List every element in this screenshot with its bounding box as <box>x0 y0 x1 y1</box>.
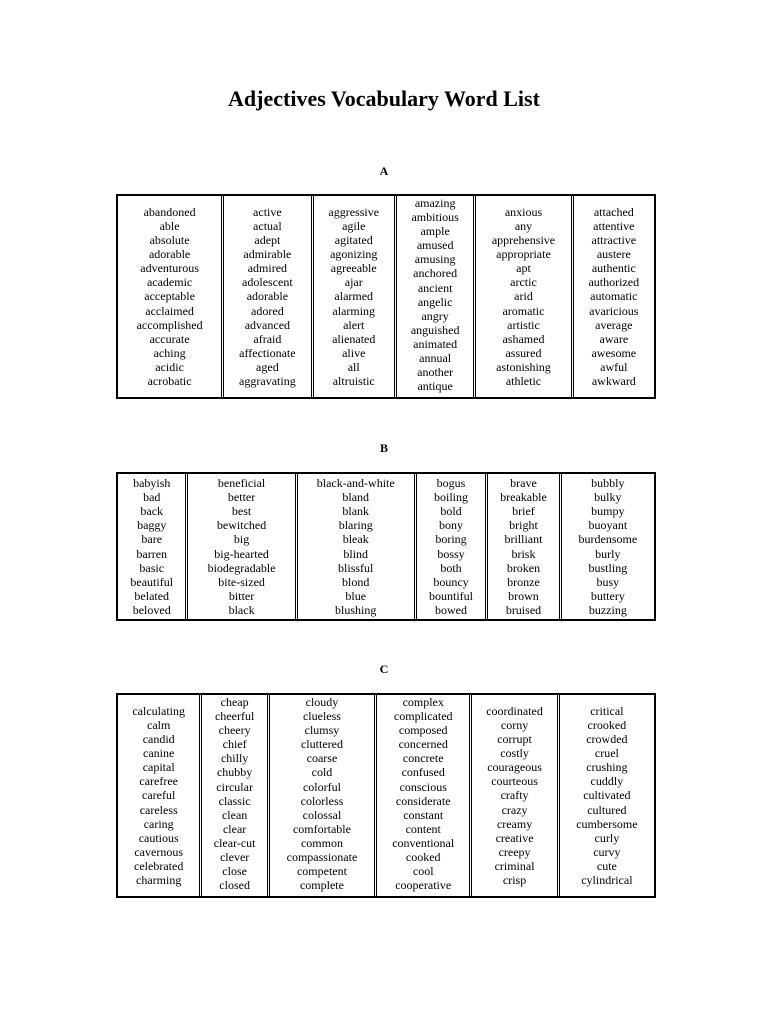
word-item: cool <box>412 864 434 879</box>
word-item: adventurous <box>140 261 199 276</box>
word-item: anchored <box>413 266 458 281</box>
word-item: agonizing <box>330 247 378 262</box>
word-item: caring <box>143 816 174 831</box>
word-item: alert <box>343 317 365 332</box>
word-table-c <box>116 693 656 898</box>
word-item: adorable <box>246 289 289 304</box>
word-item: absolute <box>149 233 190 248</box>
word-item: assured <box>505 345 542 360</box>
word-item: aromatic <box>502 303 545 318</box>
column-b-1 <box>118 474 185 619</box>
word-item: aware <box>599 331 629 346</box>
word-item: buzzing <box>588 602 627 617</box>
column-c-3 <box>267 695 374 896</box>
word-item: biodegradable <box>207 560 276 575</box>
column-b-2 <box>185 474 294 619</box>
word-item: brave <box>510 476 537 491</box>
column-b-4 <box>414 474 485 619</box>
word-item: cluttered <box>300 737 343 752</box>
word-item: complicated <box>393 709 453 724</box>
word-item: calculating <box>132 703 185 718</box>
word-item: cooperative <box>395 878 452 893</box>
word-item: aggressive <box>328 204 380 219</box>
word-item: awkward <box>591 374 636 389</box>
word-item: bleak <box>342 532 369 547</box>
word-item: aggravating <box>239 374 296 389</box>
word-item: clumsy <box>304 723 340 738</box>
word-item: adorable <box>148 247 191 262</box>
word-item: careless <box>139 802 178 817</box>
word-item: big-hearted <box>214 546 269 561</box>
word-item: beneficial <box>217 476 266 491</box>
column-a-4 <box>394 196 473 397</box>
word-item: classic <box>218 793 251 808</box>
word-item: apt <box>516 261 531 276</box>
word-item: ample <box>420 224 450 239</box>
word-item: bruised <box>505 602 542 617</box>
word-item: astonishing <box>496 359 551 374</box>
word-item: blond <box>342 574 370 589</box>
word-item: content <box>405 821 441 836</box>
word-item: constant <box>403 807 444 822</box>
word-item: back <box>140 504 164 519</box>
word-item: bewitched <box>216 518 267 533</box>
word-item: costly <box>500 746 529 761</box>
word-item: clear-cut <box>213 835 256 850</box>
word-item: bare <box>141 532 163 547</box>
word-item: brisk <box>511 546 536 561</box>
word-item: celebrated <box>134 858 184 873</box>
word-item: corny <box>500 717 529 732</box>
word-item: blue <box>345 588 367 603</box>
word-item: acidic <box>155 359 184 374</box>
word-item: attractive <box>591 233 637 248</box>
word-table-b <box>116 472 656 621</box>
word-item: complex <box>402 695 444 709</box>
word-item: antique <box>417 379 453 394</box>
word-item: composed <box>398 723 448 738</box>
word-item: adept <box>254 233 281 248</box>
word-item: candid <box>142 732 175 747</box>
word-item: arctic <box>510 275 537 290</box>
word-item: bad <box>143 490 161 505</box>
word-item: avaricious <box>589 303 639 318</box>
word-item: cultured <box>587 802 627 817</box>
word-item: advanced <box>244 317 291 332</box>
word-item: barren <box>136 546 168 561</box>
word-item: compassionate <box>286 850 358 865</box>
word-item: burdensome <box>578 532 638 547</box>
word-item: busy <box>596 574 620 589</box>
word-item: ashamed <box>502 331 545 346</box>
word-item: cultivated <box>583 788 631 803</box>
word-item: buttery <box>590 588 625 603</box>
word-item: canine <box>143 746 175 761</box>
word-item: confused <box>401 765 445 780</box>
word-item: colorless <box>300 793 344 808</box>
word-item: broken <box>506 560 541 575</box>
word-item: blissful <box>338 560 374 575</box>
column-b-3 <box>295 474 414 619</box>
word-item: capital <box>142 760 175 775</box>
word-item: brief <box>512 504 535 519</box>
word-item: another <box>417 365 454 380</box>
word-item: cheery <box>218 723 251 738</box>
word-item: amused <box>416 238 454 253</box>
word-item: black-and-white <box>316 476 395 491</box>
word-item: bony <box>439 518 464 533</box>
word-item: crooked <box>587 717 627 732</box>
word-item: all <box>347 359 360 374</box>
word-item: corrupt <box>497 732 532 747</box>
word-item: cavernous <box>134 844 184 859</box>
word-item: adolescent <box>242 275 293 290</box>
word-item: actual <box>253 218 282 233</box>
word-item: authentic <box>591 261 636 276</box>
word-item: beautiful <box>130 574 174 589</box>
word-item: agitated <box>334 233 373 248</box>
column-c-6 <box>557 695 654 896</box>
word-item: clear <box>222 821 247 836</box>
word-item: animated <box>413 336 458 351</box>
word-item: altruistic <box>332 374 375 389</box>
word-item: bubbly <box>591 476 625 491</box>
word-item: considerate <box>395 793 451 808</box>
column-c-1 <box>118 695 199 896</box>
word-item: best <box>231 504 252 519</box>
word-table-a <box>116 194 656 399</box>
column-a-5 <box>473 196 570 397</box>
word-item: attentive <box>593 218 635 233</box>
word-item: amazing <box>414 196 456 210</box>
word-item: bumpy <box>591 504 625 519</box>
word-item: cute <box>596 858 617 873</box>
word-item: chief <box>222 737 247 752</box>
word-item: crowded <box>586 732 628 747</box>
word-item: concrete <box>402 751 444 766</box>
word-item: both <box>440 560 462 575</box>
word-item: close <box>222 864 247 879</box>
word-item: charming <box>136 873 182 888</box>
word-item: artistic <box>507 317 540 332</box>
word-item: athletic <box>505 374 542 389</box>
word-item: bitter <box>228 588 255 603</box>
word-item: agile <box>342 218 366 233</box>
word-item: complete <box>299 878 344 893</box>
word-item: brown <box>508 588 539 603</box>
word-item: adored <box>251 303 284 318</box>
word-item: circular <box>216 779 253 794</box>
word-item: blushing <box>335 602 377 617</box>
column-a-1 <box>118 196 221 397</box>
word-item: alive <box>342 345 366 360</box>
word-item: closed <box>219 878 250 893</box>
word-item: big <box>233 532 250 547</box>
word-item: coarse <box>306 751 338 766</box>
word-item: clever <box>219 850 250 865</box>
word-item: colossal <box>302 807 342 822</box>
word-item: careful <box>142 788 176 803</box>
section-letter-b: B <box>379 441 388 455</box>
word-item: conscious <box>399 779 447 794</box>
word-item: any <box>514 218 533 233</box>
column-c-5 <box>469 695 556 896</box>
word-item: bite-sized <box>218 574 265 589</box>
word-item: accomplished <box>136 317 203 332</box>
word-item: blaring <box>338 518 373 533</box>
word-item: able <box>159 218 180 233</box>
word-item: carefree <box>139 774 178 789</box>
word-item: cruel <box>594 746 619 761</box>
word-item: abandoned <box>143 204 196 219</box>
word-item: ancient <box>417 280 453 295</box>
word-item: beloved <box>132 602 171 617</box>
column-c-4 <box>374 695 469 896</box>
word-item: babyish <box>133 476 171 491</box>
word-item: clean <box>221 807 248 822</box>
word-item: calm <box>147 717 171 732</box>
word-item: cloudy <box>305 695 339 709</box>
word-item: cheerful <box>214 709 255 724</box>
column-c-2 <box>199 695 267 896</box>
word-item: accurate <box>149 331 190 346</box>
word-item: creamy <box>496 816 533 831</box>
word-item: bowed <box>435 602 468 617</box>
section-letter-a: A <box>379 164 389 178</box>
page-title: Adjectives Vocabulary Word List <box>228 86 540 111</box>
word-item: black <box>228 602 255 617</box>
word-item: crisp <box>502 873 527 888</box>
word-item: better <box>227 490 256 505</box>
word-item: afraid <box>253 331 282 346</box>
word-item: chilly <box>220 751 249 766</box>
word-item: crazy <box>501 802 528 817</box>
word-item: bouncy <box>433 574 469 589</box>
section-letter-c: C <box>379 662 389 676</box>
word-item: aching <box>153 345 186 360</box>
word-item: concerned <box>398 737 448 752</box>
word-item: admired <box>247 261 288 276</box>
word-item: baggy <box>137 518 167 533</box>
word-item: amusing <box>414 252 456 267</box>
word-item: cooked <box>405 850 441 865</box>
word-item: crushing <box>586 760 628 775</box>
word-item: affectionate <box>239 345 296 360</box>
word-item: bold <box>440 504 462 519</box>
word-item: colorful <box>302 779 341 794</box>
word-item: automatic <box>590 289 638 304</box>
word-item: chubby <box>216 765 253 780</box>
word-item: agreeable <box>330 261 377 276</box>
word-item: comfortable <box>292 821 351 836</box>
word-item: breakable <box>500 490 547 505</box>
word-item: angry <box>421 308 449 323</box>
word-item: crafty <box>500 788 529 803</box>
word-item: bossy <box>437 546 465 561</box>
word-item: cumbersome <box>576 816 638 831</box>
word-item: creepy <box>498 844 531 859</box>
word-item: clueless <box>302 709 341 724</box>
column-a-6 <box>571 196 654 397</box>
word-item: cautious <box>138 830 179 845</box>
word-item: boiling <box>434 490 469 505</box>
word-item: average <box>595 317 633 332</box>
word-item: competent <box>296 864 347 879</box>
word-item: academic <box>146 275 193 290</box>
word-item: burly <box>595 546 621 561</box>
word-item: anguished <box>410 322 460 337</box>
word-item: angelic <box>417 294 453 309</box>
word-item: bright <box>509 518 538 533</box>
word-item: blind <box>343 546 369 561</box>
word-item: alarmed <box>334 289 374 304</box>
word-item: authorized <box>588 275 640 290</box>
word-item: creative <box>495 830 534 845</box>
column-b-6 <box>559 474 654 619</box>
word-item: criminal <box>494 858 535 873</box>
word-item: alienated <box>332 331 376 346</box>
word-item: admirable <box>243 247 292 262</box>
word-item: conventional <box>392 835 455 850</box>
word-item: critical <box>590 703 624 718</box>
word-item: cheap <box>220 695 249 709</box>
word-item: cold <box>311 765 333 780</box>
word-item: basic <box>139 560 165 575</box>
word-item: bogus <box>436 476 466 491</box>
word-item: austere <box>596 247 631 262</box>
column-a-3 <box>311 196 394 397</box>
word-item: bronze <box>507 574 540 589</box>
word-item: acrobatic <box>147 374 192 389</box>
word-item: curvy <box>593 844 621 859</box>
word-item: cuddly <box>590 774 624 789</box>
word-item: curly <box>594 830 620 845</box>
word-item: bulky <box>594 490 622 505</box>
word-item: apprehensive <box>491 233 556 248</box>
word-item: belated <box>134 588 170 603</box>
word-item: common <box>300 835 343 850</box>
word-item: acceptable <box>144 289 195 304</box>
word-item: courageous <box>487 760 542 775</box>
word-item: appropriate <box>496 247 551 262</box>
word-item: ambitious <box>411 210 459 225</box>
word-item: awful <box>600 359 628 374</box>
column-a-2 <box>221 196 310 397</box>
word-item: buoyant <box>588 518 628 533</box>
word-item: bountiful <box>429 588 474 603</box>
word-item: active <box>253 204 282 219</box>
word-item: bustling <box>588 560 628 575</box>
word-item: acclaimed <box>145 303 194 318</box>
word-item: annual <box>419 351 452 366</box>
word-item: blank <box>342 504 370 519</box>
word-item: bland <box>342 490 370 505</box>
word-item: coordinated <box>486 703 543 718</box>
word-item: ajar <box>344 275 363 290</box>
word-item: boring <box>435 532 467 547</box>
word-item: aged <box>256 359 279 374</box>
word-item: arid <box>514 289 533 304</box>
word-item: courteous <box>491 774 538 789</box>
column-b-5 <box>485 474 558 619</box>
word-item: brilliant <box>504 532 543 547</box>
word-item: alarming <box>332 303 376 318</box>
word-item: awesome <box>591 345 637 360</box>
word-item: cylindrical <box>581 873 633 888</box>
word-item: attached <box>593 204 634 219</box>
word-item: anxious <box>504 204 543 219</box>
